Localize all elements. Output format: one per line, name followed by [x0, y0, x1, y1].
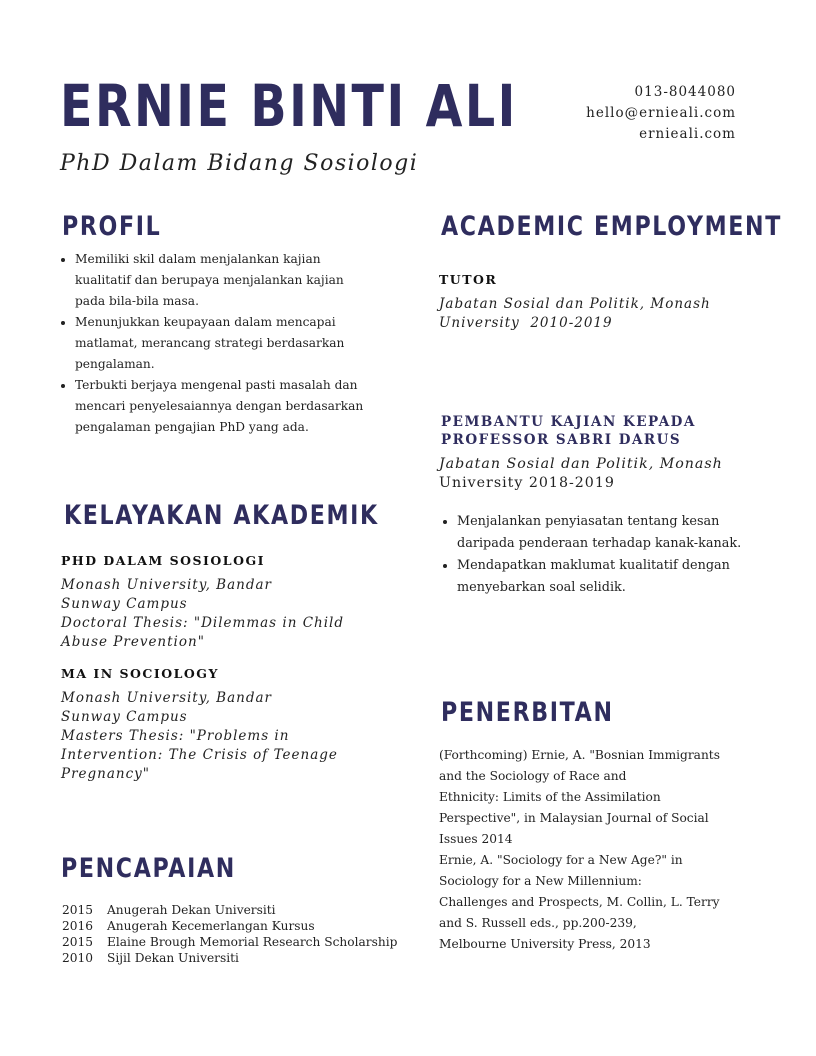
publication-line: (Forthcoming) Ernie, A. "Bosnian Immigrants — [439, 748, 720, 762]
qualification-line: Pregnancy" — [61, 766, 151, 782]
achievement-row — [60, 934, 397, 950]
section-heading-kelayakan: KELAYAKAN AKADEMIK — [64, 500, 379, 531]
publication-line: Ethnicity: Limits of the Assimilation — [439, 790, 661, 804]
achievement-award: Sijil Dekan Universiti — [107, 951, 239, 965]
publication-line: Issues 2014 — [439, 832, 513, 846]
achievement-award: Elaine Brough Memorial Research Scholarship — [107, 935, 398, 949]
publication-line: Ernie, A. "Sociology for a New Age?" in — [439, 853, 683, 867]
achievement-award: Anugerah Dekan Universiti — [107, 903, 276, 917]
section-heading-profil: PROFIL — [62, 211, 162, 242]
candidate-name: ERNIE BINTI ALI — [60, 72, 518, 140]
publications-list — [439, 745, 759, 955]
qualification-title: PHD DALAM SOSIOLOGI — [61, 553, 265, 568]
publication-line: and the Sociology of Race and — [439, 769, 627, 783]
job-line: Jabatan Sosial dan Politik, Monash — [439, 456, 723, 472]
achievement-year: 2015 — [62, 903, 94, 917]
job-line: University 2018-2019 — [439, 475, 615, 491]
job-duty: • Menjalankan penyiasatan tentang kesan daripada penderaan terhadap kanak-kanak. — [457, 511, 762, 555]
job-details — [439, 455, 769, 493]
profil-item: • Menunjukkan keupayaan dalam mencapai matlamat, merancang strategi berdasarkan pengalaman. — [75, 312, 365, 375]
contact-phone: 013-8044080 — [634, 84, 736, 100]
section-heading-penerbitan: PENERBITAN — [441, 697, 614, 728]
qualification-line: Sunway Campus — [61, 596, 188, 612]
job-line: University 2010-2019 — [439, 315, 613, 331]
contact-block — [586, 82, 736, 145]
qualification-line: Masters Thesis: "Problems in — [61, 728, 290, 744]
achievement-year: 2015 — [62, 935, 94, 949]
achievement-row — [60, 902, 397, 918]
job-details — [439, 295, 759, 333]
achievement-year: 2010 — [62, 951, 94, 965]
publication-line: Challenges and Prospects, M. Collin, L. Terry — [439, 895, 720, 909]
candidate-degree: PhD Dalam Bidang Sosiologi — [60, 151, 419, 176]
publication-line: Sociology for a New Millennium: — [439, 874, 642, 888]
achievement-award: Anugerah Kecemerlangan Kursus — [107, 919, 315, 933]
profil-item: • Terbukti berjaya mengenal pasti masalah dan mencari penyelesaiannya dengan berdasarkan pengalaman pengajian PhD yang ada. — [75, 375, 365, 438]
contact-website[interactable]: ernieali.com — [639, 126, 736, 142]
qualification-line: Abuse Prevention" — [61, 634, 205, 650]
qualification-line: Monash University, Bandar — [61, 577, 272, 593]
publication-line: Perspective", in Malaysian Journal of Social — [439, 811, 709, 825]
qualification-line: Doctoral Thesis: "Dilemmas in Child — [61, 615, 345, 631]
achievements-table — [60, 902, 397, 966]
publication-line: and S. Russell eds., pp.200-239, — [439, 916, 637, 930]
qualification-details — [61, 576, 361, 652]
job-duty: • Mendapatkan maklumat kualitatif dengan menyebarkan soal selidik. — [457, 555, 762, 599]
achievement-row — [60, 918, 397, 934]
contact-email[interactable]: hello@ernieali.com — [586, 105, 736, 121]
qualification-line: Sunway Campus — [61, 709, 188, 725]
qualification-line: Intervention: The Crisis of Teenage — [61, 747, 338, 763]
section-heading-pencapaian: PENCAPAIAN — [61, 853, 236, 884]
qualification-title: MA IN SOCIOLOGY — [61, 666, 219, 681]
profil-list — [60, 249, 365, 438]
profil-item: • Memiliki skil dalam menjalankan kajian kualitatif dan berupaya menjalankan kajian pada bila-bila masa. — [75, 249, 365, 312]
job-title — [441, 413, 696, 449]
section-heading-employment: ACADEMIC EMPLOYMENT — [441, 211, 782, 242]
publication-line: Melbourne University Press, 2013 — [439, 937, 651, 951]
job-title: TUTOR — [439, 272, 498, 287]
job-line: Jabatan Sosial dan Politik, Monash — [439, 296, 711, 312]
achievement-row — [60, 950, 397, 966]
job-title-line: PROFESSOR SABRI DARUS — [441, 432, 682, 448]
job-title-line: PEMBANTU KAJIAN KEPADA — [441, 414, 696, 430]
achievement-year: 2016 — [62, 919, 94, 933]
job-duties-list — [442, 511, 762, 599]
qualification-line: Monash University, Bandar — [61, 690, 272, 706]
qualification-details — [61, 689, 361, 784]
